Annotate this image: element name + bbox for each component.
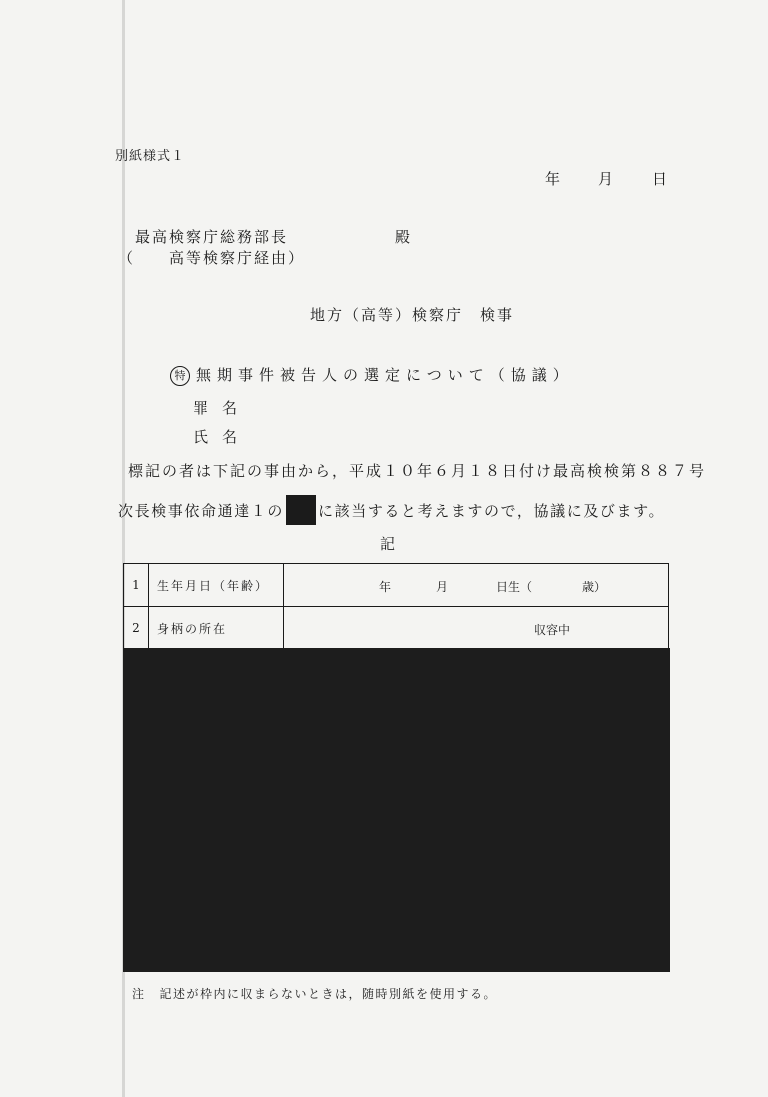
row-number: 2 xyxy=(124,607,149,650)
form-label: 別紙様式１ xyxy=(115,149,186,164)
custody-status: 収容中 xyxy=(534,623,571,637)
body-line1: 標記の者は下記の事由から，平成１０年６月１８日付け最高検検第８８７号 xyxy=(128,462,707,480)
date-day: 日 xyxy=(652,170,668,188)
info-table xyxy=(123,563,669,650)
custody-value-cell xyxy=(284,607,669,650)
body-line2-part-a: 次長検事依命通達１の xyxy=(118,502,285,520)
body-line2 xyxy=(118,495,665,525)
body-line2-part-b: に該当すると考えますので，協議に及びます。 xyxy=(318,502,666,520)
birth-day-unit: 日生（ xyxy=(496,580,533,594)
birth-month-unit: 月 xyxy=(436,580,449,594)
custody-location-label: 身柄の所在 xyxy=(149,607,284,650)
age-unit: 歳） xyxy=(582,580,607,594)
date-month: 月 xyxy=(598,170,614,188)
crime-field-label: 罪名 xyxy=(193,399,252,417)
addressee-line1: 最高検察庁総務部長 xyxy=(135,228,289,246)
birthdate-value-cell xyxy=(284,564,669,607)
subject-line xyxy=(170,364,574,386)
inline-redaction xyxy=(286,495,316,525)
birthdate-label: 生年月日（年齢） xyxy=(149,564,284,607)
note-text: 記述が枠内に収まらないときは，随時別紙を使用する。 xyxy=(159,987,498,1001)
name-field-label: 氏名 xyxy=(193,428,252,446)
row-number: 1 xyxy=(124,564,149,607)
ki-heading: 記 xyxy=(380,535,396,553)
footnote xyxy=(132,985,497,1002)
addressee-honorific: 殿 xyxy=(395,228,411,246)
table-row xyxy=(124,607,669,650)
note-mark: 注 xyxy=(132,987,146,1001)
table-row xyxy=(124,564,669,607)
redacted-area xyxy=(123,648,670,972)
date-year: 年 xyxy=(545,170,561,188)
subject-text: 無期事件被告人の選定について（協議） xyxy=(196,366,574,384)
toku-circle-mark: 特 xyxy=(170,366,190,386)
addressee-line2: （ 高等検察庁経由） xyxy=(118,249,306,267)
birth-year-unit: 年 xyxy=(379,580,392,594)
sender-line: 地方（高等）検察庁 検事 xyxy=(310,306,515,324)
